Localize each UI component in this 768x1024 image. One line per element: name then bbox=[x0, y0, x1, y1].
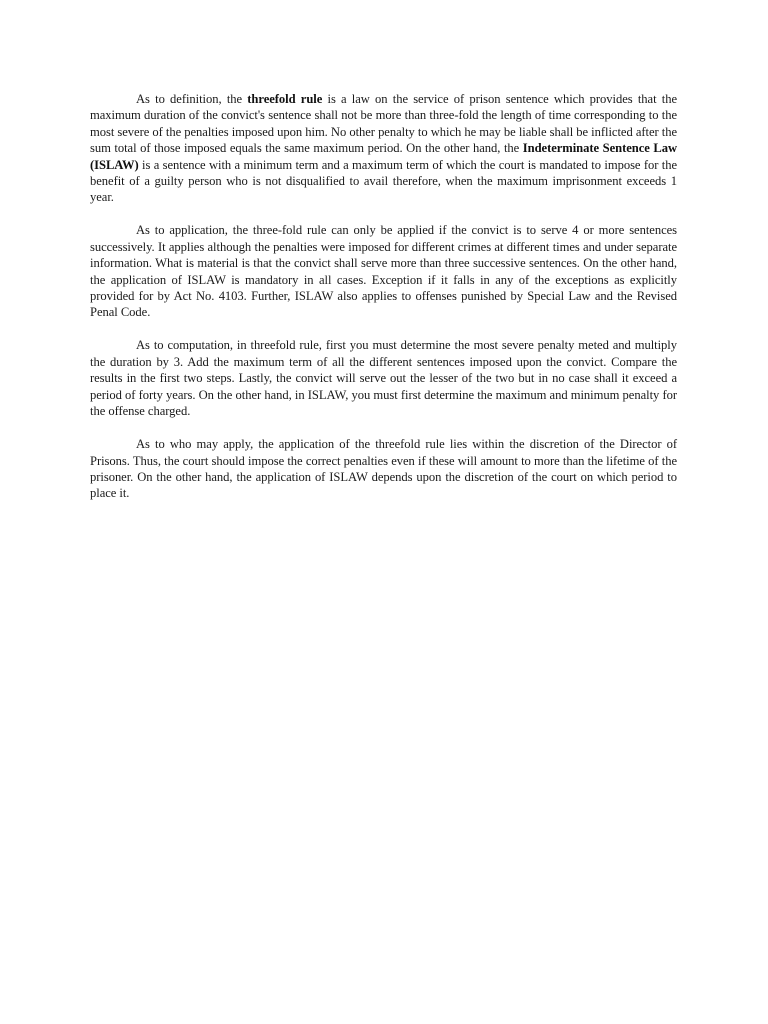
paragraph-definition bbox=[90, 91, 677, 206]
paragraph-computation bbox=[90, 337, 677, 419]
text-segment: As to who may apply, the application of the threefold rule lies within the discretion of the Director of Prisons. Thus, the court should impose the correct penalties even if these will amount to more than the lifetime of the prisoner. On the other hand, the application of ISLAW depends upon the discretion of the court on which period to place it. bbox=[90, 437, 677, 501]
text-segment: As to computation, in threefold rule, first you must determine the most severe penalty meted and multiply the duration by 3. Add the maximum term of all the different sentences imposed upon the convict. Compare the results in the first two steps. Lastly, the convict will serve out the lesser of the two but in no case shall it exceed a period of forty years. On the other hand, in ISLAW, you must first determine the maximum and minimum penalty for the offense charged. bbox=[90, 338, 677, 419]
text-segment: is a law on the service of prison sentence which provides that the maximum duration of the convict's sentence shall not be more than three-fold the length of time corresponding to the most severe of the penalties imposed upon him. No other penalty to which he may be liable shall be inflicted after the sum total of those imposed equals the same maximum period. On the other hand, the bbox=[90, 92, 677, 156]
term-threefold-rule: threefold rule bbox=[247, 92, 323, 106]
text-segment: As to application, the three-fold rule can only be applied if the convict is to serve 4 or more sentences successively. It applies although the penalties were imposed for different crimes at different times and under separate information. What is material is that the convict shall serve more than three successive sentences. On the other hand, the application of ISLAW is mandatory in all cases. Exception if it falls in any of the exceptions as explicitly provided for by Act No. 4103. Further, ISLAW also applies to offenses punished by Special Law and the Revised Penal Code. bbox=[90, 223, 677, 320]
paragraph-who-may-apply bbox=[90, 436, 677, 502]
document-body bbox=[90, 91, 677, 518]
paragraph-application bbox=[90, 222, 677, 320]
text-segment: is a sentence with a minimum term and a maximum term of which the court is mandated to impose for the benefit of a guilty person who is not disqualified to avail therefore, when the maximum imprisonment exceeds 1 year. bbox=[90, 157, 677, 205]
text-segment: As to definition, the bbox=[136, 92, 248, 106]
term-islaw: Indeterminate Sentence Law (ISLAW) bbox=[90, 141, 677, 172]
